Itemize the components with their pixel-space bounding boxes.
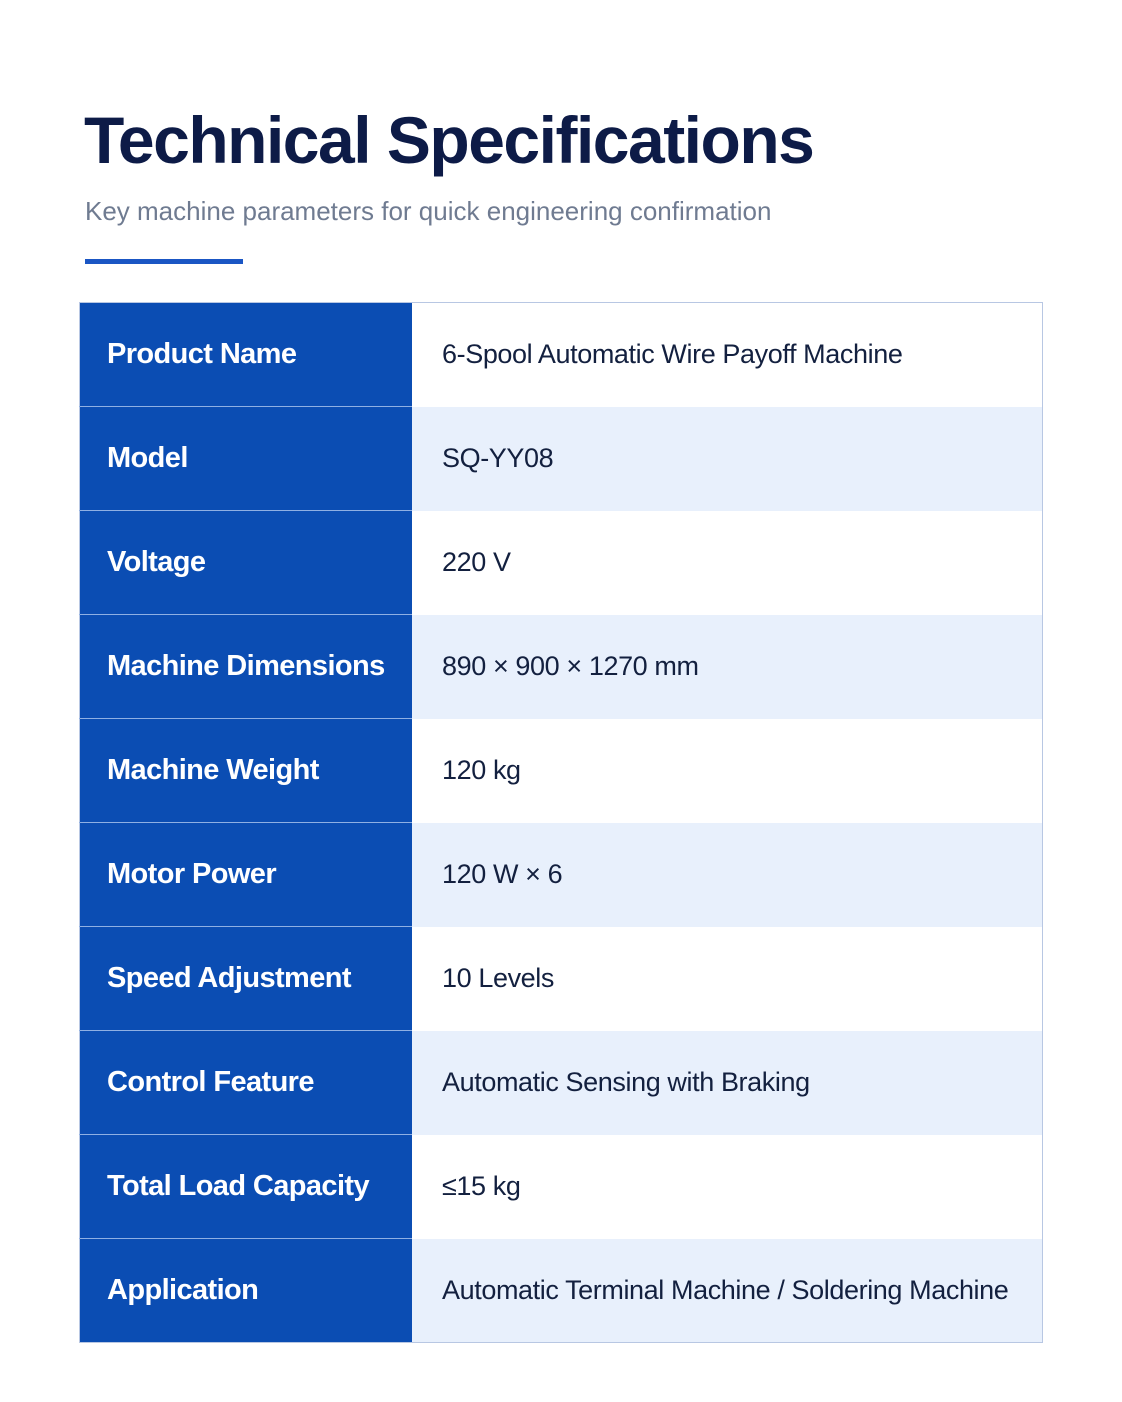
table-row	[80, 927, 1043, 1031]
spec-label: Voltage	[80, 511, 413, 615]
spec-value: 120 W × 6	[412, 823, 1043, 927]
spec-label: Total Load Capacity	[80, 1135, 413, 1239]
table-row	[80, 719, 1043, 823]
table-row	[80, 1239, 1043, 1343]
spec-value: SQ-YY08	[412, 407, 1043, 511]
spec-label: Product Name	[80, 303, 413, 407]
table-row	[80, 615, 1043, 719]
spec-value: Automatic Terminal Machine / Soldering Machine	[412, 1239, 1043, 1343]
spec-label: Application	[80, 1239, 413, 1343]
spec-value: 10 Levels	[412, 927, 1043, 1031]
spec-label: Motor Power	[80, 823, 413, 927]
spec-value: Automatic Sensing with Braking	[412, 1031, 1043, 1135]
table-row	[80, 407, 1043, 511]
spec-value: 120 kg	[412, 719, 1043, 823]
spec-table	[79, 302, 1043, 1343]
spec-value: 220 V	[412, 511, 1043, 615]
table-row	[80, 303, 1043, 407]
title-underline	[85, 259, 243, 264]
spec-label: Control Feature	[80, 1031, 413, 1135]
table-row	[80, 1031, 1043, 1135]
page-title: Technical Specifications	[84, 103, 814, 177]
spec-label: Machine Weight	[80, 719, 413, 823]
spec-value: ≤15 kg	[412, 1135, 1043, 1239]
table-row	[80, 1135, 1043, 1239]
spec-value: 6-Spool Automatic Wire Payoff Machine	[412, 303, 1043, 407]
spec-label: Model	[80, 407, 413, 511]
spec-label: Speed Adjustment	[80, 927, 413, 1031]
page-subtitle: Key machine parameters for quick engineering confirmation	[85, 196, 772, 226]
spec-value: 890 × 900 × 1270 mm	[412, 615, 1043, 719]
spec-label: Machine Dimensions	[80, 615, 413, 719]
table-row	[80, 823, 1043, 927]
table-row	[80, 511, 1043, 615]
